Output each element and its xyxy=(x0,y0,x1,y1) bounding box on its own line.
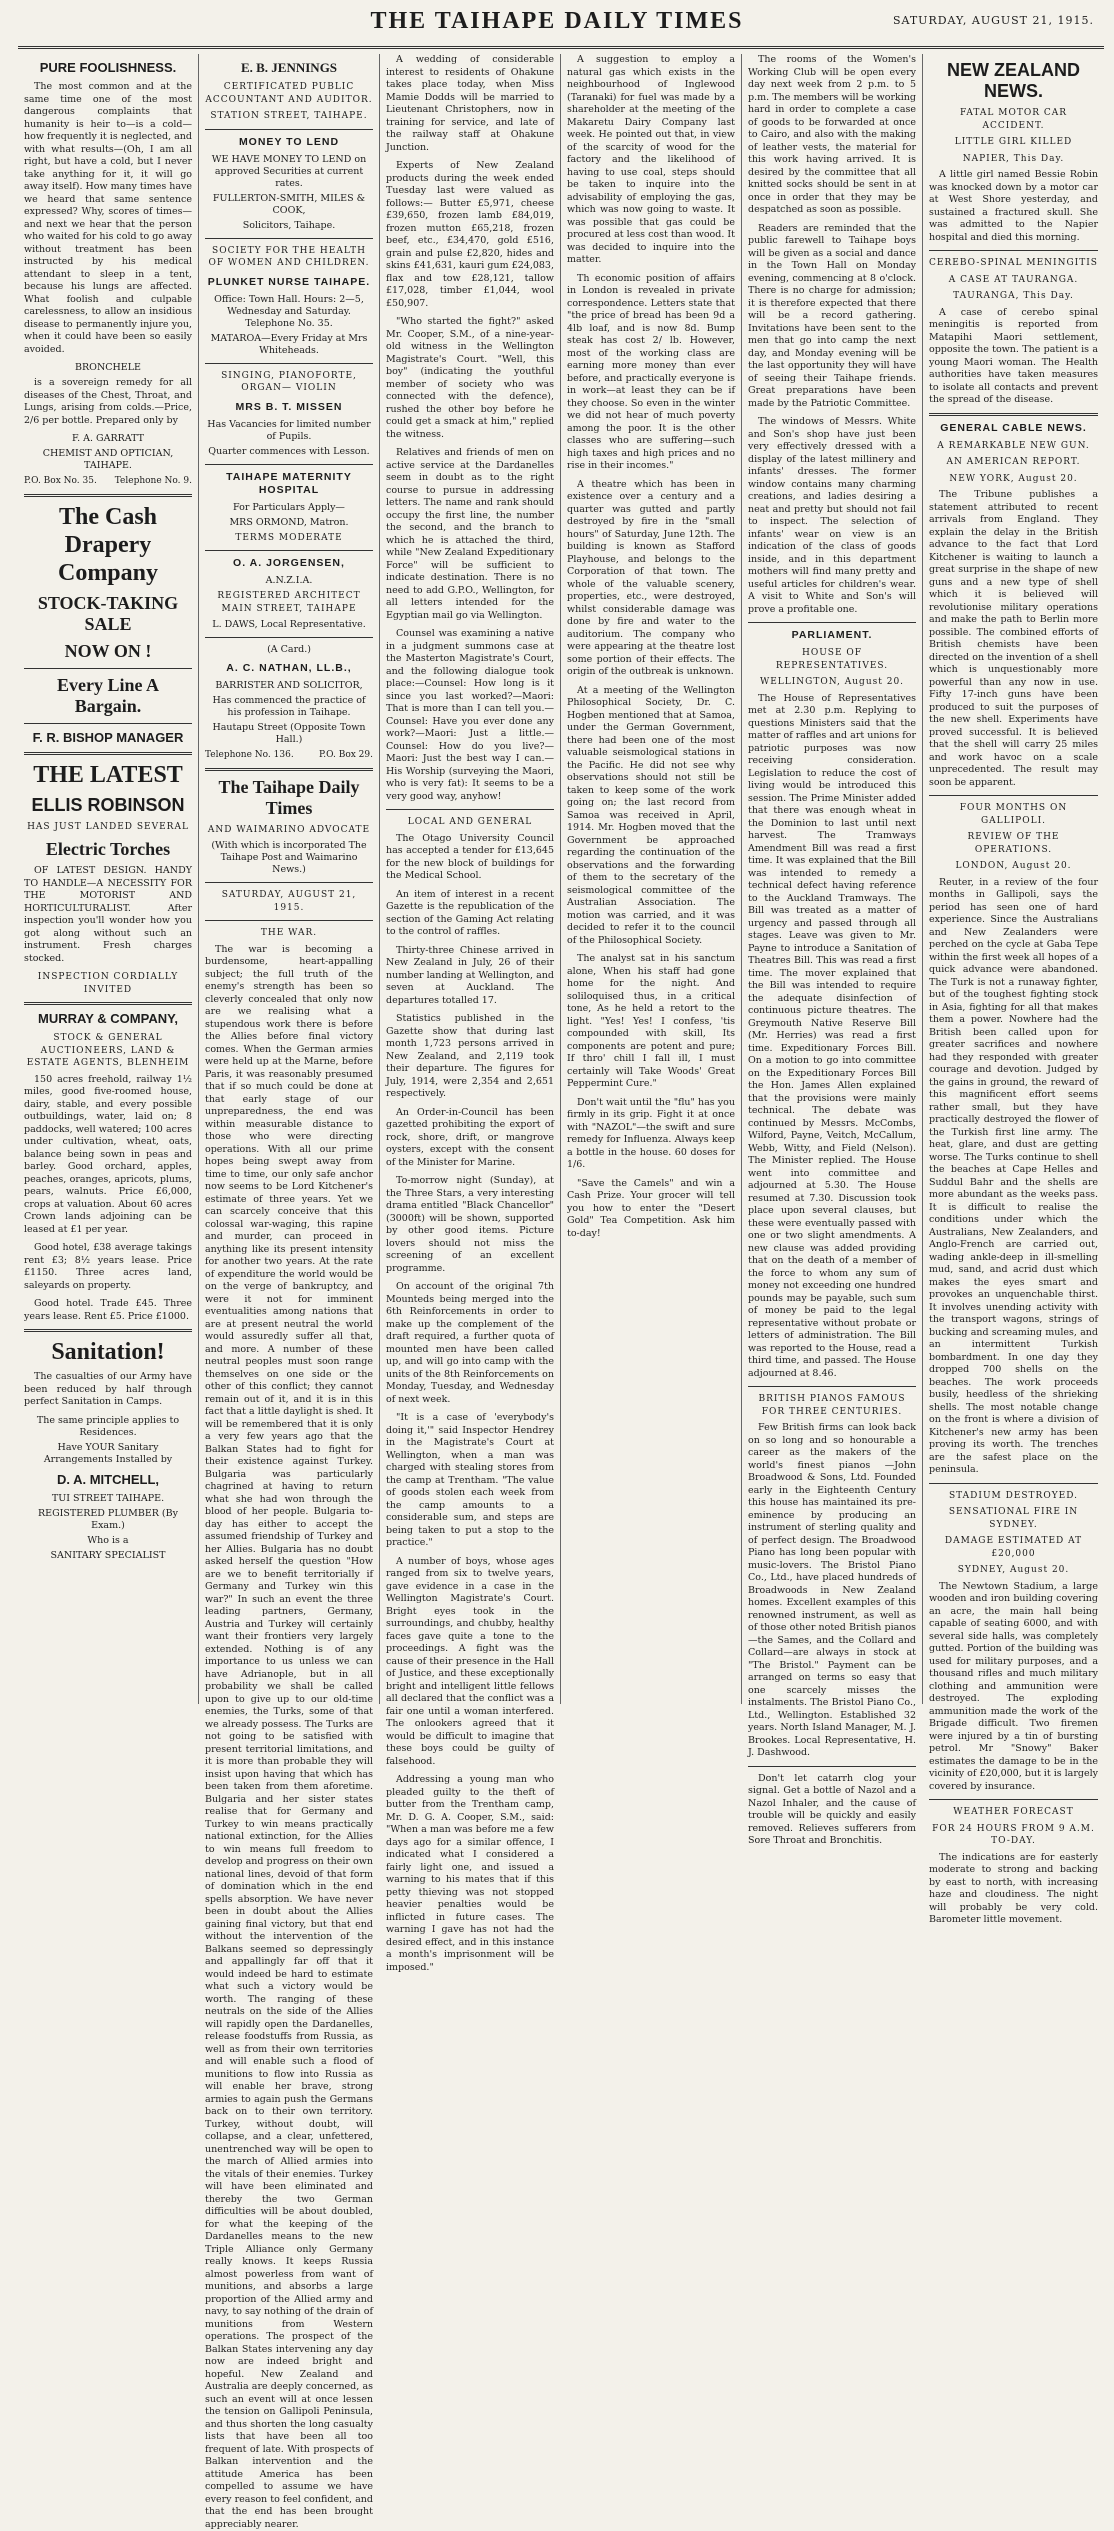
pure-foolishness-heading: PURE FOOLISHNESS. xyxy=(24,60,192,76)
pure-foolishness-body: The most common and at the same time one of the most dangerous complaints that humanity is heir to—is a cold—how frequently it is neglected, and with what results—(Oh, I am all right, but have a cold, but I never take anything for it, it will go away itself). How many times have we heard that same sentence expressed? Why, scores of times—and next we hear that the person who waited for his cold to go away without treatment has been instructed by his medical attendant to sleep in a tent, because his lungs are affected. What foolish and culpable carelessness, to allow an insidious disease to permanently injure you, when it could have been so easily avoided. xyxy=(24,81,192,356)
divider xyxy=(205,920,373,921)
money-to-lend-heading: MONEY TO LEND xyxy=(205,136,373,149)
just-landed-line: HAS JUST LANDED SEVERAL xyxy=(24,821,192,834)
manager-line: F. R. BISHOP MANAGER xyxy=(24,730,192,746)
windows-item: The windows of Messrs. White and Son's shop have just been very effectively dressed with a display of the latest millinery and infants' dresses. The former window contains many charming creations, and ladies desiring a neat and pretty but should not fail to inspect. The selection of infants' wear on view is an indication of the class of goods inside, and in this department mothers will find many pretty and useful articles for children's wear. A visit to White and Son's will prove a profitable one. xyxy=(748,416,916,616)
newspaper-title: THE TAIHAPE DAILY TIMES xyxy=(0,8,1114,35)
american-report: AN AMERICAN REPORT. xyxy=(929,456,1098,469)
forecast-body: The indications are for easterly moderate to strong and backing by east to north, with increasing haze and cloudiness. The night will probably be very cold. Barometer little movement. xyxy=(929,1852,1098,1927)
hautapu-address: Hautapu Street (Opposite Town Hall.) xyxy=(205,722,373,746)
parliament-dateline: WELLINGTON, August 20. xyxy=(748,676,916,689)
masthead-rule xyxy=(18,46,1104,49)
tauranga-dateline: TAURANGA, This Day. xyxy=(929,290,1098,303)
divider xyxy=(929,1799,1098,1800)
registered-plumber: REGISTERED PLUMBER (By Exam.) xyxy=(24,1508,192,1532)
war-heading: THE WAR. xyxy=(205,927,373,940)
money-body: WE HAVE MONEY TO LEND on approved Securities at current rates. xyxy=(205,154,373,190)
suggestion-item: A suggestion to employ a natural gas which exists in the neighbourhood of Inglewood (Taranaki) for fuel was made by a shareholder at the meeting of the Makaretu Dairy Company last week. He pointed out that, in view of the scarcity of wood for the factory and the likelihood of having to use coal, steps should be taken to inquire into the advisability of employing the gas, which was now going to waste. It was possible that gas could be procured at less cost than wood. It was decided to inquire into the matter. xyxy=(567,54,735,267)
house-heading: HOUSE OF REPRESENTATIVES. xyxy=(748,647,916,672)
page-columns xyxy=(18,54,1106,1704)
column-1 xyxy=(18,54,199,1704)
column-2 xyxy=(199,54,380,1704)
paper-date: SATURDAY, AUGUST 21, 1915. xyxy=(205,889,373,914)
jorgensen-name: O. A. JORGENSEN, xyxy=(205,557,373,570)
london-body: Reuter, in a review of the four months in Gallipoli, says the period has seen one of hard experience. Since the Australians and New Zealanders were perched on the cycle at Gaba Tepe within the first week all hopes of a quick advance were abandoned. The Turk is not a runaway fighter, but of the toughest fighting stock in Asia, fighting for all that makes them a power. Nowhere had the British been called upon for greater sacrifices and nowhere had they responded with greater courage and devotion. Judged by the gains in ground, the reward of this magnificent effort seems rather small, but they have practically destroyed the flower of the Turkish first line army. The heat, glare, and dust are getting worse. The Turks continue to shell the beaches at Cape Helles and Suddul Bahr and the shells are more abundant as the weeks pass. It is difficult to realise the conditions under which the Australians, New Zealanders, and Anglo-French are carried out, wading ankle-deep in ill-smelling mud, sand, and acrid dust which makes the eyes smart and provokes an unquenchable thirst. It involves unending activity with the transport wagons, strings of bucking and screaming mules, and an intermittent Turkish bombardment. In one day they dropped 700 shells on the beaches. The work proceeds busily, heedless of the shrieking shells. The most notable change on the front is where a division of Kitchener's new army has been proving its worth. The trenches are the safest place on the peninsula. xyxy=(929,877,1098,1477)
divider xyxy=(929,250,1098,251)
plunket-nurse: PLUNKET NURSE TAIHAPE. xyxy=(205,276,373,289)
mounteds-item: On account of the original 7th Mounteds being merged into the 6th Reinforcements in order to make up the complement of the draft required, a further quota of mounted men have been called up, and will go into camp with the units of the 8th Reinforcements on Monday, Tuesday, and Wednesday of next week. xyxy=(386,1281,554,1406)
garratt-name: F. A. GARRATT xyxy=(24,433,192,445)
divider xyxy=(205,637,373,638)
damage-heading: DAMAGE ESTIMATED AT £20,000 xyxy=(929,1535,1098,1560)
garratt-phone: Telephone No. 9. xyxy=(115,475,192,488)
council-item: An Order-in-Council has been gazetted prohibiting the export of rock, shore, drift, or mangrove oysters, except with the consent of the Minister for Marine. xyxy=(386,1107,554,1170)
column-5 xyxy=(742,54,923,1704)
readers-item: Readers are reminded that the public farewell to Taihape boys will be given as a social and dance in the Town Hall on Monday evening, commencing at 8 o'clock. There is no charge for admission; it is therefore expected that there will be a record gathering. Invitations have been sent to the men that go into camp the next day, and Monday evening will be the last opportunity they will have of seeing their Taihape friends. Great preparations have been made by the Patriotic Committee. xyxy=(748,223,916,411)
column-6 xyxy=(923,54,1104,1704)
nathan-body: Has commenced the practice of his profession in Taihape. xyxy=(205,695,373,719)
a-card: (A Card.) xyxy=(205,644,373,656)
forecast-heading: FOR 24 HOURS FROM 9 A.M. TO-DAY. xyxy=(929,1823,1098,1848)
divider xyxy=(205,882,373,883)
who-is: Who is a xyxy=(24,1535,192,1547)
tomorrow-item: To-morrow night (Sunday), at the Three Stars, a very interesting drama entitled "Black Chancellor" (3000ft) will be shown, supported by other good items. Picture lovers should not miss the screening of an excellent programme. xyxy=(386,1175,554,1275)
sanitary-specialist: SANITARY SPECIALIST xyxy=(24,1550,192,1562)
statistics-item: Statistics published in the Gazette show that during last month 1,723 persons arrived in New Zealand, and 2,119 took their departure. The figures for July, 1914, were 2,354 and 2,651 respectively. xyxy=(386,1013,554,1101)
divider xyxy=(24,668,192,669)
addressing-item: Addressing a young man who pleaded guilty to the theft of butter from the Trentham camp, Mr. D. G. A. Cooper, S.M., said: "When a man was before me a few days ago for a similar offence, I indicated what I considered a fairly light one, and issued a warning to his mates that if this petty thieving was not stopped heavier penalties would be inflicted in future cases. The warning I gave has not had the desired effect, and in this instance a month's imprisonment will be imposed." xyxy=(386,1774,554,1974)
tauranga-case: A CASE AT TAURANGA. xyxy=(929,274,1098,287)
murray-listing-2: Good hotel, £38 average takings rent £3; 8½ years lease. Price £1150. Three acres land, saleyards on property. xyxy=(24,1242,192,1292)
anzia: A.N.Z.I.A. xyxy=(205,575,373,587)
now-on-heading: NOW ON ! xyxy=(24,641,192,662)
nathan-contact xyxy=(205,749,373,762)
society-heading: SOCIETY FOR THE HEALTH OF WOMEN AND CHILDREN. xyxy=(205,245,373,270)
local-general-heading: LOCAL AND GENERAL xyxy=(386,816,554,829)
divider xyxy=(24,494,192,497)
divider xyxy=(24,723,192,724)
fullerton-smith: FULLERTON-SMITH, MILES & COOK, xyxy=(205,193,373,217)
sydney-body: The Newtown Stadium, a large wooden and iron building covering an acre, the main hall being capable of seating 6000, and with several side halls, was completely gutted. Portion of the building was used for military purposes, and a thousand rifles and much military clothing and ammunition were destroyed. The exploding ammunition made the work of the Brigade difficult. Two firemen were injured by a tin of bursting petrol. Mr "Snowy" Baker estimates the damage to be in the vicinity of £20,000, but it is largely covered by insurance. xyxy=(929,1581,1098,1794)
electric-torches-body: OF LATEST DESIGN. HANDY TO HANDLE—A NECESSITY FOR THE MOTORIST AND HORTICULTURALIST. After inspection you'll wonder how you got along without such an instrument. Fresh charges stocked. xyxy=(24,865,192,965)
ny-body: The Tribune publishes a statement attributed to recent arrivals from England. They explain the delay in the British advance to the fact that Lord Kitchener is waiting to launch a great surprise in the shape of new guns and a new type of shell which it is believed will revolutionise military operations and make the path to Berlin more possible. The combined efforts of British chemists have been directed on the invention of a shell which is unquestionably more powerful than any now in use. Fifty 17-inch guns have been produced to suit the purposes of the new shell. Experiments have proved successful. It is believed that the shell will carry 25 miles and work havoc on a scale unprecedented. The result may soon be apparent. xyxy=(929,489,1098,789)
daws-line: L. DAWS, Local Representative. xyxy=(205,619,373,631)
ny-dateline: NEW YORK, August 20. xyxy=(929,473,1098,486)
nathan-pobox: P.O. Box 29. xyxy=(319,749,373,762)
garratt-box: P.O. Box No. 35. xyxy=(24,475,97,488)
murray-subheading: STOCK & GENERAL AUCTIONEERS, LAND & ESTATE AGENTS, BLENHEIM xyxy=(24,1032,192,1070)
divider xyxy=(748,1766,916,1767)
divider xyxy=(929,795,1098,796)
tauranga-body: A case of cerebo spinal meningitis is reported from Matapihi Maori settlement, opposite the town. The patient is a young Maori woman. The Health authorities have taken measures to isolate all contacts and prevent the spread of the disease. xyxy=(929,307,1098,407)
gazette-item: An item of interest in a recent Gazette is the republication of the section of the Gaming Act relating to the control of raffles. xyxy=(386,889,554,939)
murray-listing-3: Good hotel. Trade £45. Three years lease. Rent £5. Price £1000. xyxy=(24,1298,192,1323)
sanitation-heading: Sanitation! xyxy=(24,1338,192,1366)
column-3 xyxy=(380,54,561,1704)
weather-heading: WEATHER FORECAST xyxy=(929,1806,1098,1819)
terms-moderate: TERMS MODERATE xyxy=(205,532,373,545)
particulars: For Particulars Apply— xyxy=(205,502,373,514)
paper-note: (With which is incorporated The Taihape Post and Waimarino News.) xyxy=(205,840,373,876)
stock-taking-heading: STOCK-TAKING SALE xyxy=(24,593,192,635)
divider xyxy=(205,550,373,551)
sanitation-body: The casualties of our Army have been reduced by half through perfect Sanitation in Camps. xyxy=(24,1371,192,1409)
solicitors: Solicitors, Taihape. xyxy=(205,220,373,232)
mataroa: MATAROA—Every Friday at Mrs Whiteheads. xyxy=(205,333,373,357)
boys-item: A number of boys, whose ages ranged from six to twelve years, gave evidence in a case in the Wellington Magistrate's Court. Bright eyes took in the surroundings, and chubby, healthy faces gave quite a tone to the proceedings. A fight was the cause of their presence in the Hall of Justice, and these exceptionally bright and intelligent little fellows all declared that the conflict was a fair one until a woman interfered. The onlookers agreed that it would be difficult to imagine that these boys could be guilty of falsehood. xyxy=(386,1556,554,1769)
paper-title: The Taihape Daily Times xyxy=(205,777,373,819)
fatal-accident-heading: FATAL MOTOR CAR ACCIDENT. xyxy=(929,107,1098,132)
otago-item: The Otago University Council has accepted a tender for £13,645 for the new block of buildings for the Medical School. xyxy=(386,833,554,883)
pianos-body: Few British firms can look back on so long and so honourable a career as the makers of the world's finest pianos —John Broadwood & Sons, Ltd. Founded early in the Eighteenth Century this house has maintained its pre-eminence by producing an instrument of sterling quality and of perfect design. The Broadwood Piano has long been popular with music-lovers. The Bristol Piano Co., Ltd., have placed hundreds of Broadwoods in New Zealand homes. Excellent examples of this renowned instrument, as well as of those other noted British pianos—the Sames, and the Collard and Collard—are always in stock at "The Bristol." Payment can be arranged on terms so easy that one scarcely misses the instalments. The Bristol Piano Co., Ltd., Wellington. Established 32 years. North Island Manager, M. J. Brookes. Local Representative, H. J. Dashwood. xyxy=(748,1422,916,1760)
column-4 xyxy=(561,54,742,1704)
parliament-body: The House of Representatives met at 2.30 p.m. Replying to questions Ministers said that the matter of raffles and art unions for patriotic purposes was now receiving consideration. Legislation to reduce the cost of living would be introduced this session. The Prime Minister added that there was enough wheat in the Dominion to last until next harvest. The Tramways Amendment Bill was read a first time. It was explained that the Bill was intended to remedy a technical defect having reference to the Auckland Tramways. The Bill was treated as a matter of urgency and passed through all stages. Leave was given to Mr. Payne to introduce a Sanitation of Theatres Bill. This was read a first time. The mover explained that the Bill was intended to require the adequate disinfection of continuous picture theatres. The Greymouth Native Reserve Bill (Mr. Herries) was read a first time. Expeditionary Forces Bill. On a motion to go into committee on the Expeditionary Forces Bill the Hon. James Allen explained that the provisions were mainly technical. The debate was continued by Messrs. McCombs, Wilford, Payne, Veitch, McCallum, Webb, Witty, and Field (Nelson). The Minister replied. The House went into committee and adjourned at 5.30. The House resumed at 7.30. Discussion took place upon several clauses, but these were eventually passed with one or two slight amendments. A new clause was added providing that on the death of a member of the force to whom any sum of money not exceeding one hundred pounds may be payable, such sum of money be paid to the legal representative without probate or letters of administration. The Bill was reported to the House, read a third time, and passed. The House adjourned at 8.46. xyxy=(748,693,916,1381)
divider xyxy=(748,622,916,623)
every-line-heading: Every Line A Bargain. xyxy=(24,675,192,717)
divider xyxy=(24,1002,192,1005)
nz-news-heading: NEW ZEALAND NEWS. xyxy=(929,60,1098,102)
murray-company-heading: MURRAY & COMPANY, xyxy=(24,1011,192,1027)
divider xyxy=(929,1483,1098,1484)
economic-item: Th economic position of affairs in London is revealed in private correspondence. Letters state that "the price of bread has been 9d a 4lb loaf, and is now 8d. Bump steak has cost 2/ lb. However, most of the working class are earning more money than ever before, and practically everyone is in work—at least they can be if they choose. So even in the winter we did not hear of much poverty among the poor. It is the other classes who are suffering—such high taxes and high prices and no rise in their incomes." xyxy=(567,273,735,473)
napier-body: A little girl named Bessie Robin was knocked down by a motor car at West Shore yesterday, and sustained a fractured skull. She was admitted to the Napier hospital and died this morning. xyxy=(929,169,1098,244)
paper-subtitle: AND WAIMARINO ADVOCATE xyxy=(205,824,373,837)
jennings-address: STATION STREET, TAIHAPE. xyxy=(205,110,373,123)
new-gun-heading: A REMARKABLE NEW GUN. xyxy=(929,440,1098,453)
divider xyxy=(24,1329,192,1332)
bronchele-heading: BRONCHELE xyxy=(24,362,192,374)
wedding-item: A wedding of considerable interest to residents of Ohakune takes place today, when Miss Mamie Dodds will be married to Lieutenant Christophers, now in training for service, and late of the railway staff at Ohakune Junction. xyxy=(386,54,554,154)
sydney-dateline: SYDNEY, August 20. xyxy=(929,1564,1098,1577)
garratt-trade: CHEMIST AND OPTICIAN, TAIHAPE. xyxy=(24,448,192,472)
garratt-contact xyxy=(24,475,192,488)
cable-news-heading: GENERAL CABLE NEWS. xyxy=(929,422,1098,435)
divider xyxy=(24,752,192,755)
fight-item: "Who started the fight?" asked Mr. Cooper, S.M., of a nine-year-old witness in the Wellington Magistrate's Court. "Well, this boy" (indicating the youthful member of society who was connected with the defence), rushed the other boy before he could get a smack at him," replied the witness. xyxy=(386,316,554,441)
gallipoli-heading: FOUR MONTHS ON GALLIPOLI. xyxy=(929,802,1098,827)
relatives-item: Relatives and friends of men on active service at the Dardanelles seem in doubt as to the right course to pursue in addressing letters. The name and rank should occupy the first line, the number the second, and the branch to which he is attached the third, while "New Zealand Expeditionary Force" will be sufficient to indicate destination. There is no need to add G.P.O., Wellington, for all letters intended for the Egyptian mail go via Wellington. xyxy=(386,447,554,622)
geological-item: At a meeting of the Wellington Philosophical Society, Dr. C. Hogben mentioned that at Samoa, under the German Government, there had been one of the most valuable seismological stations in the Pacific. He did not see why observations should not still be taken to keep some of the work going on; the last record from Samoa was received in April, 1914. Mr. Hogben moved that the Government be approached regarding the continuation of the observations and the forwarding of them to the secretary of the seismological committee of the Australian Association. The motion was carried, and it was decided to refer it to the council of the Philosophical Society. xyxy=(567,685,735,948)
exports-item: Experts of New Zealand products during the week ended Tuesday last were valued as follows:— Butter £5,971, cheese £39,650, frozen lamb £84,019, frozen mutton £65,218, frozen beef, etc., £34,470, gold £516, grain and pulse £2,820, hides and skins £41,631, kauri gum £24,083, flax and tow £28,121, tallow £17,028, timber £1,044, wool £50,907. xyxy=(386,160,554,310)
inspection-invited: INSPECTION CORDIALLY INVITED xyxy=(24,971,192,996)
divider xyxy=(929,413,1098,416)
sanitary-line: Have YOUR Sanitary Arrangements Installed by xyxy=(24,1442,192,1466)
ellis-robinson-heading: ELLIS ROBINSON xyxy=(24,795,192,816)
rooms-item: The rooms of the Women's Working Club will be open every day next week from 2 p.m. to 5 p.m. The members will be working hard in order to complete a case of goods to be forwarded at once to Cairo, and also with the making of leather vests, the material for this work having arrived. It is desired by the committee that all knitted socks should be sent in at once in order that they may be despatched as soon as possible. xyxy=(748,54,916,217)
everybody-item: "It is a case of 'everybody's doing it,'" said Inspector Hendrey in the Magistrate's Court at Wellington, when a man was charged with stealing stores from the camp at Trentham. "The value of goods stolen each week from the camp amounts to a considerable sum, and steps are being taken to put a stop to the practice." xyxy=(386,1412,554,1550)
jennings-title: CERTIFICATED PUBLIC ACCOUNTANT AND AUDITOR. xyxy=(205,81,373,106)
nathan-telephone: Telephone No. 136. xyxy=(205,749,294,762)
ormond: MRS ORMOND, Matron. xyxy=(205,517,373,529)
theatre-item: A theatre which has been in existence over a century and a quarter was gutted and partly destroyed by fire in the "small hours" of Saturday, June 12th. The building is known as Stafford Playhouse, and belongs to the Corporation of that town. The whole of the valuable scenery, properties, etc., were destroyed, whilst considerable damage was done by fire and water to the auditorium. The company who were appearing at the theatre lost some portion of their effects. The origin of the outbreak is unknown. xyxy=(567,479,735,679)
electric-torches-heading: Electric Torches xyxy=(24,839,192,860)
maternity-hospital: TAIHAPE MATERNITY HOSPITAL xyxy=(205,471,373,497)
divider xyxy=(748,1386,916,1387)
masthead xyxy=(0,0,1114,52)
divider xyxy=(205,768,373,771)
cerebro-heading: CEREBO-SPINAL MENINGITIS xyxy=(929,257,1098,270)
stadium-heading: STADIUM DESTROYED. xyxy=(929,1490,1098,1503)
sanitation-body-2: The same principle applies to Residences. xyxy=(24,1415,192,1439)
murray-listing-1: 150 acres freehold, railway 1½ miles, good five-roomed house, dairy, stable, and every possible outbuildings, water, laid on; 8 paddocks, well watered; 100 acres under cultivation, wheat, oats, balance being sown in peas and barley. Good orchard, apples, peaches, oranges, apricots, plums, pears, walnuts. Price £6,000, crops at valuation. About 60 acres Crown lands adjoining can be leased at £1 per year. xyxy=(24,1074,192,1237)
missen-body: Has Vacancies for limited number of Pupils. xyxy=(205,419,373,443)
mitchell-name: D. A. MITCHELL, xyxy=(24,1472,192,1488)
mitchell-address: TUI STREET TAIHAPE. xyxy=(24,1493,192,1505)
divider xyxy=(205,363,373,364)
divider xyxy=(205,238,373,239)
registered-architect: REGISTERED ARCHITECT MAIN STREET, TAIHAPE xyxy=(205,590,373,615)
sensational-heading: SENSATIONAL FIRE IN SYDNEY. xyxy=(929,1506,1098,1531)
little-girl-heading: LITTLE GIRL KILLED xyxy=(929,136,1098,149)
missen-name: MRS B. T. MISSEN xyxy=(205,401,373,414)
bronchele-body: is a sovereign remedy for all diseases of the Chest, Throat, and Lungs, arising from colds.—Price, 2/6 per bottle. Prepared only by xyxy=(24,377,192,427)
war-body: The war is becoming a burdensome, heart-appalling subject; the full truth of the enemy's strength has been so cleverly concealed that only now are we realising what a stupendous work there is before the Allies before final victory comes. When the German armies were held up at the Marne, before Paris, it was reasonably presumed that if so much could be done at that early stage of our unpreparedness, the end was within measurable distance to those who were directing operations. With all our prime hopes being swept away from time to time, our only safe anchor now seems to be Lord Kitchener's estimate of three years. Yet we can scarcely conceive that this colossal war-waging, this rapine and murder, can proceed in anything like its present intensity for another two years. At the rate of expenditure the world would be on the verge of bankruptcy, and were it not for imminent eventualities among nations that are at present neutral the world would assuredly suffer all that, and more. A number of these neutral peoples must soon range themselves on one side or the other of this conflict; they cannot remain out of it, and it is in this fact that a little daylight is shed. It will be remembered that it is only a very few years ago that the Balkan States had to fight for their existence against Turkey. Bulgaria was particularly chagrined at having to return what she had won through the blood of her people. Bulgaria to-day has either to accept the assumed friendship of Turkey and her Allies. Bulgaria has no doubt asked herself the question "How are we to benefit territorially if Germany and Turkey win this war?" In such an event the three leading partners, Germany, Austria and Turkey will certainly want their frontiers very largely extended. Nothing is of any importance to us unless we can have Adrianople, but in all probability we shall be called upon to give up to our old-time enemies, the Turks, some of that we already possess. The Turks are not going to be satisfied with present territorial limitations, and it is more than probable they will insist upon having that which has been taken from them aforetime. Bulgaria and her sister states realise that for Germany and Turkey to win means practically national extinction, for the Allies to win means full freedom to develop and progress on their own national lines, devoid of that form of domination which in the end spells absorption. We have never been in doubt about the Allies gaining final victory, but that end without the intervention of the Balkans seemed so depressingly and appallingly far off that it would indeed be hard to estimate what such a victory would be worth. The ranging of these neutrals on the side of the Allies will rapidly open the Dardanelles, release foodstuffs from Russia, as well as from their own territories and will enable such a flood of munitions to flow into Russia as will enable her brave, strong armies to again push the Germans back on to their own territory. Turkey, without doubt, will collapse, and a clear, unfettered, unentrenched way will be open to the march of Allied armies into the vitals of their enemies. Turkey will have been eliminated and thereby the two German difficulties will be about doubled, for what the keeping of the Dardanelles means to the new Triple Alliance only Germany really knows. It keeps Russia almost powerless from want of munitions, and absorbs a large proportion of the Allied army and navy, to say nothing of the drain of munitions from Western operations. The prospect of the Balkan States intervening any day now are indeed bright and hopeful. New Zealand and Australia are deeply concerned, as such an event will at once lessen the tension on Gallipoli Peninsula, and thus shorten the long casualty lists that have been all too frequent of late. With prospects of Balkan intervention and the attitude America has been compelled to assume we have every reason to feel confident, and that the end has been brought appreciably nearer. xyxy=(205,944,373,2531)
cash-drapery-heading: The Cash Drapery Company xyxy=(24,503,192,587)
london-dateline: LONDON, August 20. xyxy=(929,860,1098,873)
flu-item: Don't wait until the "flu" has you firmly in its grip. Fight it at once with "NAZOL"—the swift and sure remedy for Influenza. Always keep a bottle in the house. 60 doses for 1/6. xyxy=(567,1097,735,1172)
plunket-body: Office: Town Hall. Hours: 2—5, Wednesday and Saturday. Telephone No. 35. xyxy=(205,294,373,330)
singing-heading: SINGING, PIANOFORTE, ORGAN— VIOLIN xyxy=(205,370,373,395)
camels-item: "Save the Camels" and win a Cash Prize. Your grocer will tell you how to enter the "Desert Gold" Tea Competition. Ask him to-day! xyxy=(567,1178,735,1241)
masthead-date: SATURDAY, AUGUST 21, 1915. xyxy=(893,14,1094,27)
divider xyxy=(205,129,373,130)
parliament-heading: PARLIAMENT. xyxy=(748,629,916,642)
pianos-heading: BRITISH PIANOS FAMOUS FOR THREE CENTURIES. xyxy=(748,1393,916,1418)
jennings-name: E. B. JENNINGS xyxy=(205,60,373,76)
napier-dateline: NAPIER, This Day. xyxy=(929,153,1098,166)
analyst-poem: The analyst sat in his sanctum alone, When his staff had gone home for the night. And soliloquised thus, in a critical tone, As he held a retort to the light. "Yes! Yes! I confess, 'tis compounded with skill, Its components are potent and pure; If thro' chill I fall ill, I must certainly will Take Woods' Great Peppermint Cure." xyxy=(567,953,735,1091)
barrister-line: BARRISTER AND SOLICITOR, xyxy=(205,680,373,692)
quarter-line: Quarter commences with Lesson. xyxy=(205,446,373,458)
divider xyxy=(205,464,373,465)
nathan-name: A. C. NATHAN, LL.B., xyxy=(205,662,373,675)
catarrh-item: Don't let catarrh clog your signal. Get a bottle of Nazol and a Nazol Inhaler, and the cause of trouble will be quickly and easily removed. Relieves sufferers from Sore Throat and Bronchitis. xyxy=(748,1773,916,1848)
review-heading: REVIEW OF THE OPERATIONS. xyxy=(929,831,1098,856)
counsel-item: Counsel was examining a native in a judgment summons case at the Masterton Magistrate's Court, and the following dialogue took place:—Counsel: How long is it since you last worked?—Maori: That is more than I can tell you.—Counsel: Have you ever done any work?—Maori: Just a little.—Counsel: How do you live?—Maori: Just the best way I can.—His Worship (surveying the Maori, who is very fat): It seems to be a very good way, anyhow! xyxy=(386,628,554,803)
chinese-item: Thirty-three Chinese arrived in New Zealand in July, 26 of their number landing at Wellington, and seven at Auckland. The departures totalled 17. xyxy=(386,945,554,1008)
the-latest-heading: THE LATEST xyxy=(24,761,192,789)
divider xyxy=(386,809,554,810)
